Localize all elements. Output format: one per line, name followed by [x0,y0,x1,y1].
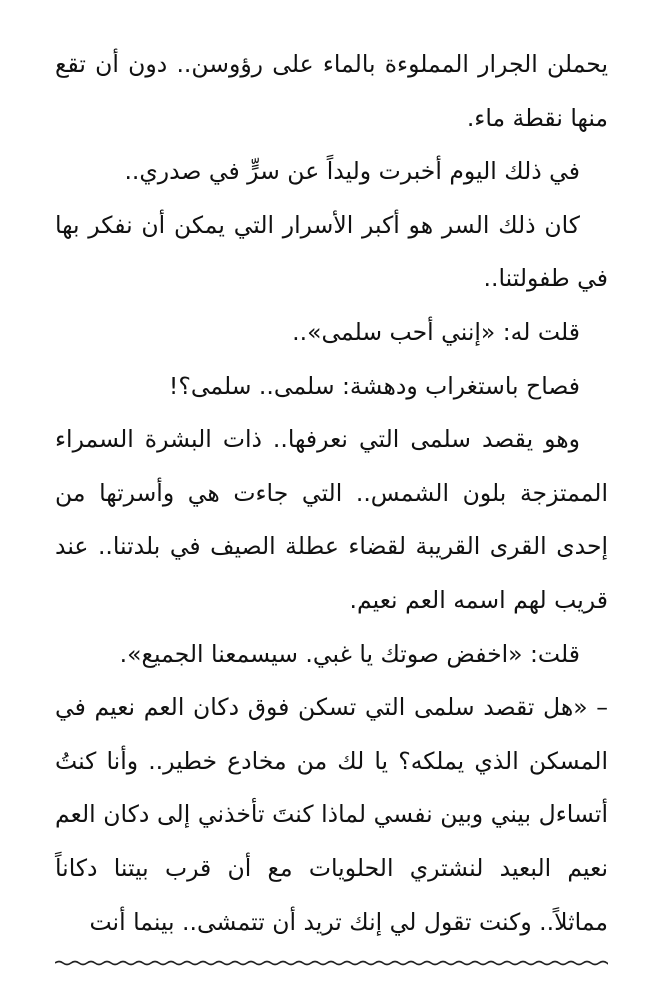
paragraph-2: في ذلك اليوم أخبرت وليداً عن سرٍّ في صدري.. [124,157,580,186]
paragraph-8: – «هل تقصد سلمى التي تسكن فوق دكان العم نعيم في المسكن الذي يملكه؟ يا لك من مخادع خطير.. وأنا كنتُ أتساءل بيني وبين نفسي لماذا كنتَ تأخذني إلى دكان العم نعيم البعيد لنشتري الحلويات مع أن قرب بيتنا دكاناً مماثلاً.. وكنت تقول لي إنك تريد أن تتمشى.. بينما أنت [55,693,608,936]
wavy-divider [55,957,608,969]
paragraph-3: كان ذلك السر هو أكبر الأسرار التي يمكن أن نفكر بها في طفولتنا.. [55,210,608,293]
paragraph-5: فصاح باستغراب ودهشة: سلمى.. سلمى؟! [168,371,580,400]
paragraph-6: وهو يقصد سلمى التي نعرفها.. ذات البشرة السمراء الممتزجة بلون الشمس.. التي جاءت هي وأسرتها من إحدى القرى القريبة لقضاء عطلة الصيف في بلدتنا.. عند قريب لهم اسمه العم نعيم. [55,425,608,614]
paragraph-4: قلت له: «إنني أحب سلمى».. [292,317,580,346]
paragraph-7: قلت: «اخفض صوتك يا غبي. سيسمعنا الجميع». [119,639,580,668]
page-text-body [55,38,608,958]
paragraph-1: يحملن الجرار المملوءة بالماء على رؤوسن.. دون أن تقع منها نقطة ماء. [55,50,608,132]
